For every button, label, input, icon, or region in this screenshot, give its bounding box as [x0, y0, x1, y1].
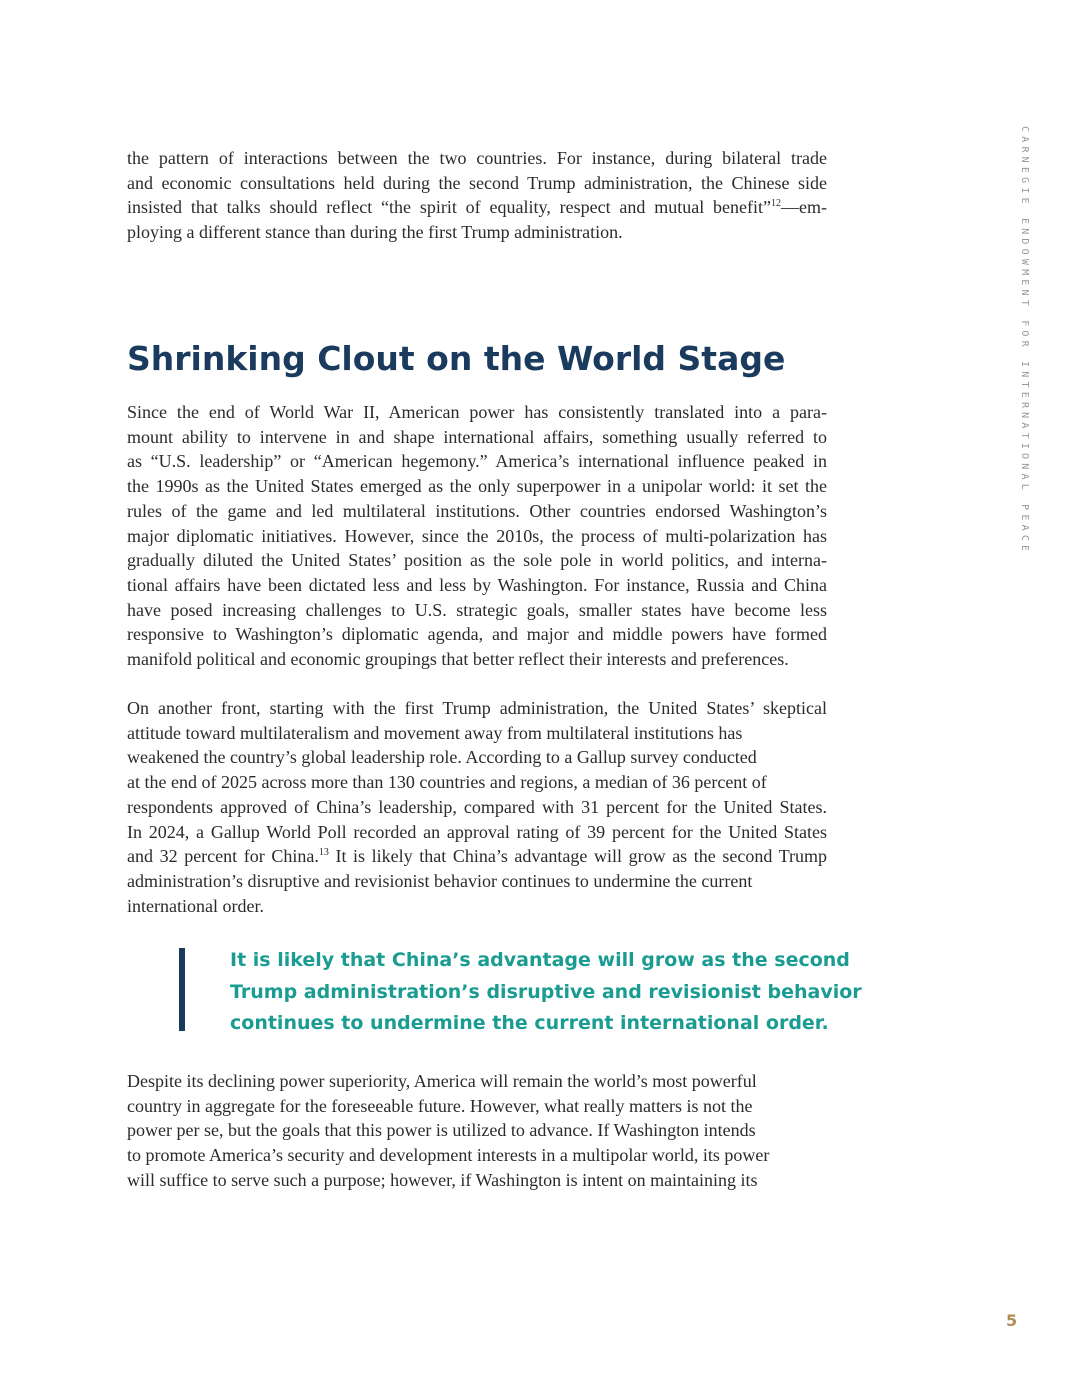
text-line: tional affairs have been dictated less and less by Washington. For instance, Russia and China — [127, 574, 827, 595]
paragraph — [127, 400, 827, 672]
text-line: rules of the game and led multilateral institutions. Other countries endorsed Washington’s — [127, 500, 827, 521]
text-line: at the end of 2025 across more than 130 countries and regions, a median of 36 percent of — [127, 772, 767, 793]
text-line: Despite its declining power superiority, America will remain the world’s most powerful — [127, 1071, 757, 1091]
pull-quote — [230, 945, 862, 1040]
text-line: On another front, starting with the first Trump administration, the United States’ skeptical — [127, 698, 827, 718]
paragraph — [127, 146, 827, 245]
paragraph — [127, 696, 827, 918]
section-title: Shrinking Clout on the World Stage — [127, 339, 786, 378]
pull-quote-line: It is likely that China’s advantage will grow as the second — [230, 949, 850, 971]
text-line: the 1990s as the United States emerged as the only superpower in a unipolar world: it set the — [127, 476, 827, 497]
page-number: 5 — [1006, 1311, 1018, 1330]
text-line: international order. — [127, 895, 264, 916]
paragraph — [127, 1069, 827, 1193]
footnote-marker[interactable]: 12 — [771, 198, 782, 210]
text-line: country in aggregate for the foreseeable future. However, what really matters is not the — [127, 1095, 753, 1116]
text-segment: insisted that talks should reflect “the spirit of equality, respect and mutual benefit” — [127, 197, 772, 218]
text-line: and economic consultations held during the second Trump administration, the Chinese side — [127, 172, 827, 193]
text-segment: It is likely that China’s advantage will grow as the second Trump — [328, 846, 827, 867]
text-line: to promote America’s security and development interests in a multipolar world, its power — [127, 1145, 770, 1166]
text-line: as “U.S. leadership” or “American hegemony.” America’s international influence peaked in — [127, 451, 827, 472]
text-line: In 2024, a Gallup World Poll recorded an approval rating of 39 percent for the United States — [127, 821, 827, 842]
pull-quote-line: Trump administration’s disruptive and revisionist behavior — [230, 980, 862, 1003]
text-line: power per se, but the goals that this power is utilized to advance. If Washington intends — [127, 1120, 756, 1141]
text-segment: —em- — [781, 197, 827, 218]
text-line: administration’s disruptive and revisionist behavior continues to undermine the current — [127, 870, 753, 891]
text-line: manifold political and economic groupings that better reflect their interests and preferences. — [127, 649, 789, 670]
text-line — [127, 844, 827, 869]
text-line: weakened the country’s global leadership role. According to a Gallup survey conducted — [127, 747, 757, 768]
pull-quote-bar — [179, 948, 185, 1031]
text-line: Since the end of World War II, American power has consistently translated into a para- — [127, 402, 827, 422]
pull-quote-line: continues to undermine the current international order. — [230, 1012, 829, 1034]
footnote-marker[interactable]: 13 — [318, 847, 329, 859]
text-line: responsive to Washington’s diplomatic agenda, and major and middle powers have formed — [127, 624, 827, 645]
text-line: the pattern of interactions between the two countries. For instance, during bilateral trade — [127, 148, 827, 168]
vertical-publisher-label: CARNEGIE ENDOWMENT FOR INTERNATIONAL PEACE — [1019, 126, 1030, 556]
text-segment: and 32 percent for China. — [127, 846, 319, 867]
text-line: attitude toward multilateralism and movement away from multilateral institutions has — [127, 722, 743, 743]
text-line: mount ability to intervene in and shape international affairs, something usually referred to — [127, 426, 827, 447]
text-line: ploying a different stance than during the first Trump administration. — [127, 222, 623, 243]
text-line: respondents approved of China’s leadership, compared with 31 percent for the United States. — [127, 796, 827, 817]
text-line: major diplomatic initiatives. However, since the 2010s, the process of multi-polarization has — [127, 525, 827, 546]
text-line: have posed increasing challenges to U.S. strategic goals, smaller states have become less — [127, 599, 827, 620]
text-line — [127, 195, 827, 220]
text-line: gradually diluted the United States’ position as the sole pole in world politics, and interna- — [127, 550, 827, 571]
text-line: will suffice to serve such a purpose; however, if Washington is intent on maintaining its — [127, 1169, 758, 1190]
